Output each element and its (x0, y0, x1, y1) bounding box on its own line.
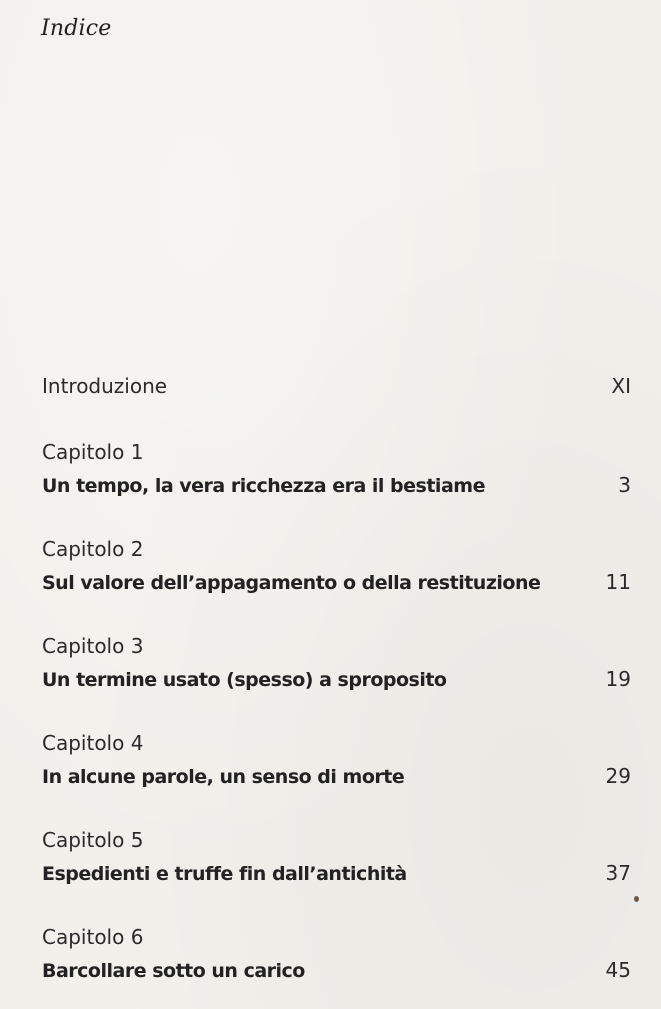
chapter-label: Capitolo 1 (42, 440, 144, 464)
chapter-label: Capitolo 2 (42, 537, 144, 561)
paper-speck (634, 896, 639, 902)
chapter-title: Espedienti e truffe fin dall’antichità (42, 863, 407, 885)
chapter-page-number: 3 (618, 473, 631, 497)
chapter-title: Barcollare sotto un carico (42, 960, 305, 982)
chapter-page-number: 29 (605, 764, 631, 788)
chapter-page-number: 11 (605, 570, 631, 594)
introduction-label: Introduzione (42, 374, 168, 398)
chapter-page-number: 19 (605, 667, 631, 691)
index-heading: Indice (41, 16, 112, 41)
toc-entry-chapter-4 (42, 731, 631, 788)
toc-entry-chapter-2 (42, 537, 631, 594)
chapter-page-number: 45 (605, 958, 631, 982)
chapter-title: Sul valore dell’appagamento o della restituzione (42, 572, 541, 594)
chapter-label: Capitolo 6 (42, 925, 144, 949)
chapter-page-number: 37 (605, 861, 631, 885)
chapter-title: Un termine usato (spesso) a sproposito (42, 669, 447, 691)
toc-entry-chapter-3 (42, 634, 631, 691)
toc-entry-chapter-5 (42, 828, 631, 885)
toc-entry-chapter-6 (42, 925, 631, 982)
chapter-label: Capitolo 3 (42, 634, 144, 658)
chapter-title: In alcune parole, un senso di morte (42, 766, 405, 788)
chapter-label: Capitolo 4 (42, 731, 144, 755)
introduction-page-number: XI (611, 374, 631, 398)
chapter-label: Capitolo 5 (42, 828, 144, 852)
chapter-title: Un tempo, la vera ricchezza era il bestiame (42, 475, 485, 497)
introduction-entry (42, 374, 631, 398)
toc-entry-chapter-1 (42, 440, 631, 497)
